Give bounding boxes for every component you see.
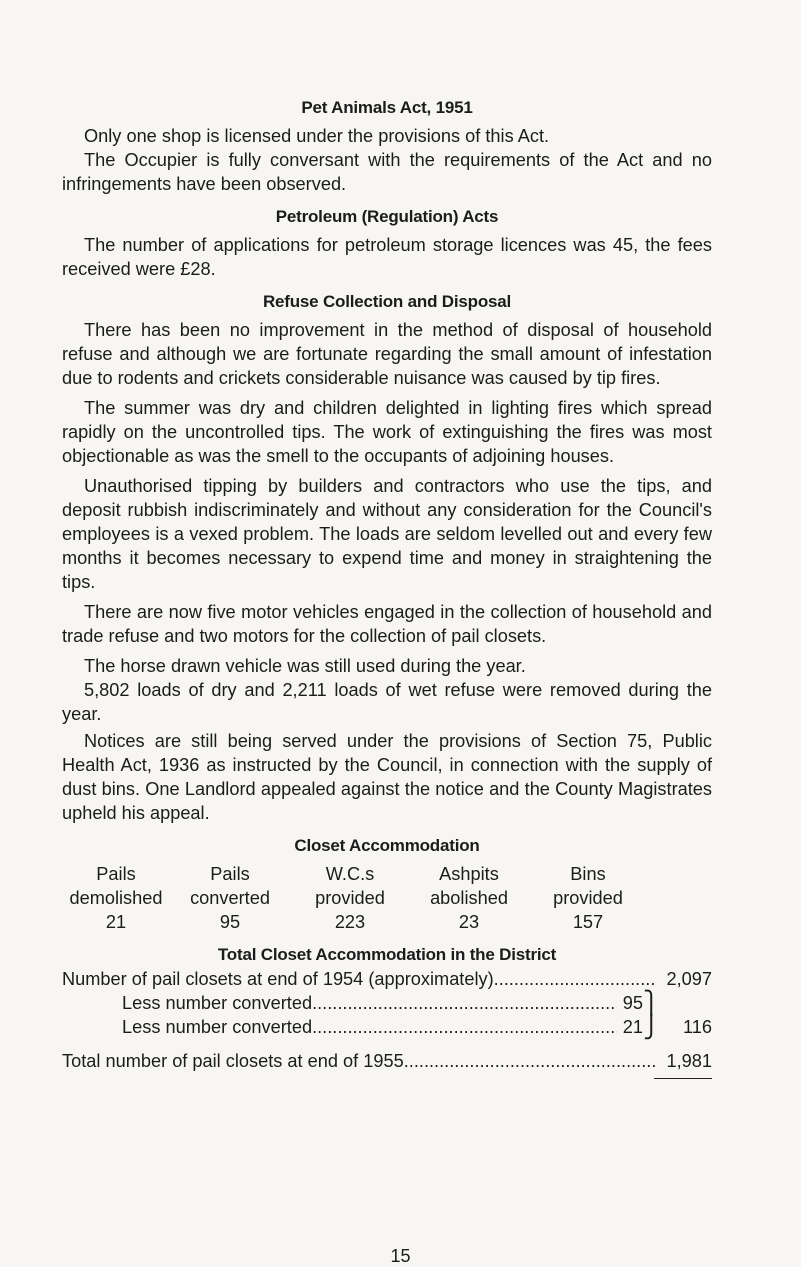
paragraph: The horse drawn vehicle was still used during the year. xyxy=(84,656,526,676)
table-value-cell: 95 xyxy=(219,912,241,932)
paragraph: The summer was dry and children delighted in lighting fires which spread rapidly on the uncontrolled tips. The work of extinguishing the fires was most objectionable as was the smell to the occupants of adjoining houses. xyxy=(62,398,712,466)
closet-accommodation xyxy=(62,836,712,934)
row-label: Total number of pail closets at end of 1955 xyxy=(62,1051,404,1071)
paragraph: 5,802 loads of dry and 2,211 loads of wet refuse were removed during the year. xyxy=(62,680,712,724)
section-heading: Pet Animals Act, 1951 xyxy=(301,98,473,117)
row-value: 95 xyxy=(622,993,643,1013)
leader-dots xyxy=(312,1015,617,1039)
table-header-cell: converted xyxy=(190,888,270,908)
table-header-cell: demolished xyxy=(69,888,163,908)
page-number: 15 xyxy=(390,1246,411,1266)
leader-dots xyxy=(494,967,657,991)
paragraph: The number of applications for petroleum storage licences was 45, the fees received were £28. xyxy=(62,235,712,279)
section-heading: Refuse Collection and Disposal xyxy=(262,292,512,311)
total-rule xyxy=(654,1078,712,1079)
section-petroleum xyxy=(62,207,712,281)
paragraph: There are now five motor vehicles engaged in the collection of household and trade refuse and two motors for the collection of pail closets. xyxy=(62,602,712,646)
page xyxy=(62,0,712,1079)
paragraph: There has been no improvement in the method of disposal of household refuse and although we are fortunate regarding the small amount of infestation due to rodents and crickets considerable nuisance was caused by tip fires. xyxy=(62,320,712,388)
section-heading: Closet Accommodation xyxy=(294,836,480,855)
row-value: 21 xyxy=(622,1017,643,1037)
table-header-cell: abolished xyxy=(430,888,508,908)
table-header-cell: Bins xyxy=(570,864,606,884)
leader-dots xyxy=(404,1049,657,1073)
brace: ⎭ xyxy=(643,1014,660,1039)
paragraph: Notices are still being served under the provisions of Section 75, Public Health Act, 1936 as instructed by the Council, in connection with the supply of dust bins. One Landlord appealed against the notice and the County Magistrates upheld his appeal. xyxy=(62,731,712,823)
totals-row-start xyxy=(62,967,712,991)
section-heading: Total Closet Accommodation in the District xyxy=(217,945,557,964)
totals-row-end xyxy=(62,1049,712,1073)
total-closet-accommodation xyxy=(62,945,712,1079)
table-value-cell: 157 xyxy=(572,912,604,932)
closet-table xyxy=(62,862,712,934)
table-value-cell: 23 xyxy=(458,912,480,932)
row-value: 2,097 xyxy=(666,969,712,989)
totals-row-less1 xyxy=(62,991,712,1015)
table-value-cell: 21 xyxy=(105,912,127,932)
row-label: Less number converted xyxy=(122,1017,313,1037)
table-header-cell: Pails xyxy=(210,864,250,884)
totals-row-less2 xyxy=(62,1015,712,1039)
table-value-cell: 223 xyxy=(334,912,366,932)
table-header-cell: W.C.s xyxy=(325,864,375,884)
paragraph: The Occupier is fully conversant with the requirements of the Act and no infringements have been observed. xyxy=(62,150,712,194)
table-header-cell: provided xyxy=(315,888,385,908)
table-header-cell: Pails xyxy=(96,864,136,884)
table-header-cell: Ashpits xyxy=(439,864,499,884)
row-label: Less number converted xyxy=(122,993,313,1013)
section-refuse xyxy=(62,292,712,825)
leader-dots xyxy=(312,991,617,1015)
brace: ⎫ xyxy=(643,990,660,1015)
paragraph: Unauthorised tipping by builders and contractors who use the tips, and deposit rubbish indiscriminately and without any consideration for the Council's employees is a vexed problem. The loads are seldom levelled out and every few months it becomes necessary to expend time and money in straightening the tips. xyxy=(62,476,712,592)
table-header-cell: provided xyxy=(553,888,623,908)
row-value: 116 xyxy=(683,1017,712,1037)
row-value: 1,981 xyxy=(666,1051,712,1071)
paragraph: Only one shop is licensed under the provisions of this Act. xyxy=(84,126,550,146)
section-heading: Petroleum (Regulation) Acts xyxy=(275,207,499,226)
row-label: Number of pail closets at end of 1954 (approximately) xyxy=(62,969,494,989)
section-pet-animals xyxy=(62,98,712,196)
